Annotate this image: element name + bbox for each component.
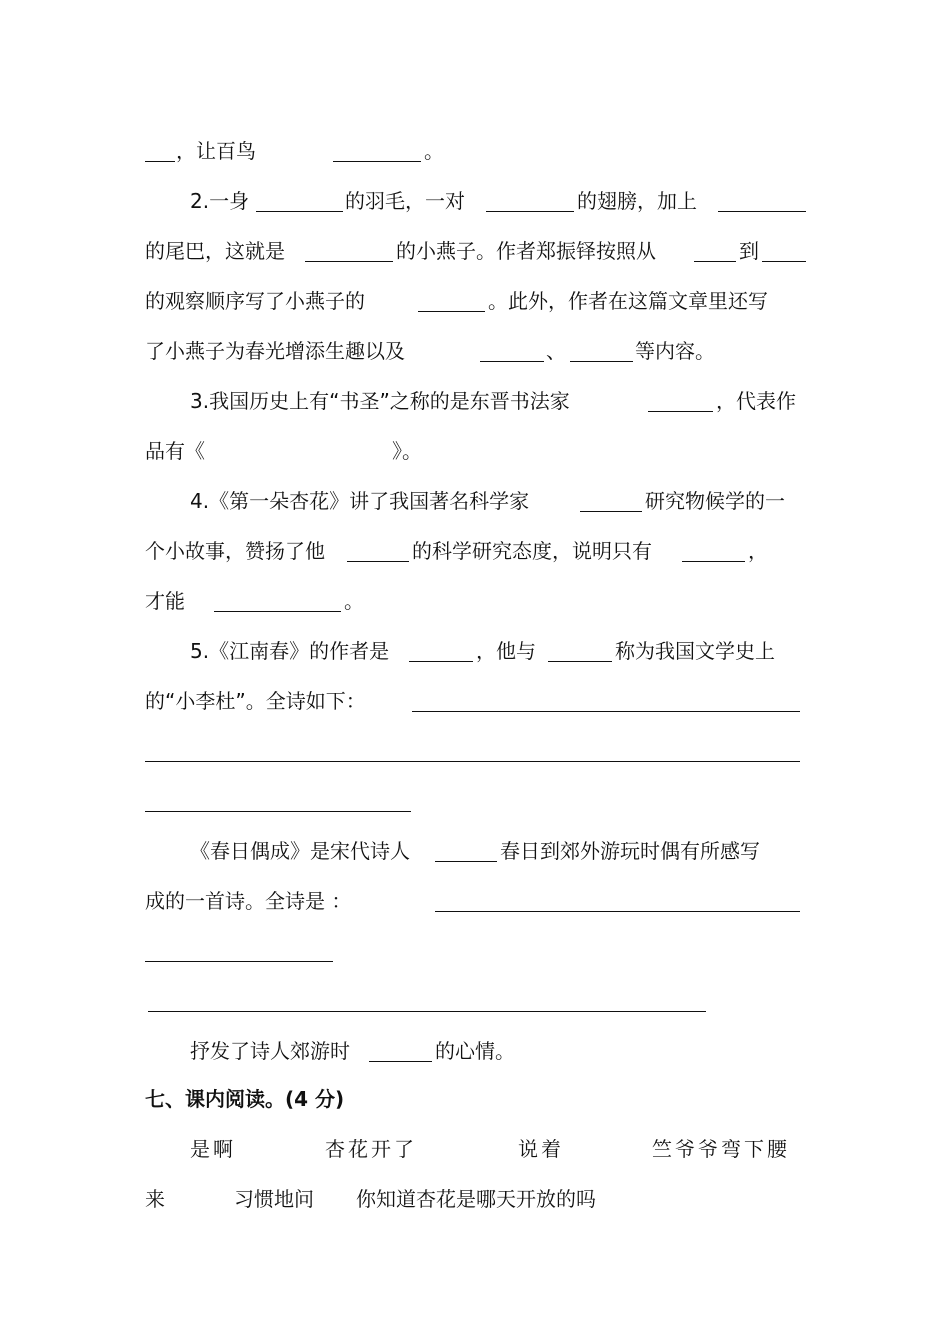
text-segment: 你知道杏花是哪天开放的吗 (356, 1187, 596, 1211)
fill-in-blank[interactable] (369, 1061, 432, 1062)
text-segment: 3.我国历史上有“书圣”之称的是东晋书法家 (190, 389, 570, 413)
text-segment: 的“小李杜”。全诗如下： (145, 689, 366, 713)
text-segment: 是啊 (190, 1137, 236, 1161)
text-segment: 。 (424, 139, 444, 163)
text-segment: 的翅膀，加上 (577, 189, 697, 213)
fill-in-blank[interactable] (145, 761, 800, 762)
fill-in-blank[interactable] (682, 561, 745, 562)
text-segment: 习惯地问 (234, 1187, 314, 1211)
text-segment: 竺爷爷弯下腰 (652, 1137, 790, 1161)
text-segment: 杏花开了 (325, 1137, 417, 1161)
fill-in-blank[interactable] (145, 161, 175, 162)
text-segment: 说着 (518, 1137, 564, 1161)
text-segment: 的科学研究态度，说明只有 (412, 539, 652, 563)
fill-in-blank[interactable] (435, 911, 800, 912)
text-segment: 的羽毛，一对 (345, 189, 465, 213)
fill-in-blank[interactable] (570, 361, 633, 362)
text-segment: 才能 (145, 589, 185, 613)
text-segment: ，让百鸟 (176, 139, 256, 163)
fill-in-blank[interactable] (145, 961, 333, 962)
text-segment: 来 (145, 1187, 165, 1211)
text-segment: 品有《 (145, 439, 205, 463)
text-segment: ，代表作 (716, 389, 796, 413)
fill-in-blank[interactable] (418, 311, 485, 312)
fill-in-blank[interactable] (762, 261, 806, 262)
text-segment: ，他与 (476, 639, 536, 663)
fill-in-blank[interactable] (305, 261, 393, 262)
text-segment: 4.《第一朵杏花》讲了我国著名科学家 (190, 489, 530, 513)
text-segment: 》。 (392, 439, 422, 463)
text-segment: 、 (546, 339, 566, 363)
text-segment: 了小燕子为春光增添生趣以及 (145, 339, 405, 363)
fill-in-blank[interactable] (412, 711, 800, 712)
text-segment: 《春日偶成》是宋代诗人 (190, 839, 410, 863)
fill-in-blank[interactable] (480, 361, 544, 362)
fill-in-blank[interactable] (648, 411, 713, 412)
text-segment: 成的一首诗。全诗是 ： (145, 889, 352, 913)
text-segment: 称为我国文学史上 (615, 639, 775, 663)
text-segment: 的尾巴，这就是 (145, 239, 285, 263)
text-segment: 。此外，作者在这篇文章里还写 (488, 289, 768, 313)
fill-in-blank[interactable] (435, 861, 497, 862)
text-segment: 的小燕子。作者郑振铎按照从 (396, 239, 656, 263)
text-segment: 的心情。 (435, 1039, 515, 1063)
fill-in-blank[interactable] (694, 261, 736, 262)
text-segment: 。 (344, 589, 364, 613)
text-segment: 研究物候学的一 (645, 489, 785, 513)
fill-in-blank[interactable] (333, 161, 421, 162)
text-segment: 七、课内阅读。(4 分) (145, 1087, 345, 1111)
text-segment: 等内容。 (635, 339, 715, 363)
fill-in-blank[interactable] (548, 661, 612, 662)
fill-in-blank[interactable] (718, 211, 806, 212)
text-segment: 2.一身 (190, 189, 250, 213)
fill-in-blank[interactable] (580, 511, 642, 512)
text-segment: 5.《江南春》的作者是 (190, 639, 390, 663)
fill-in-blank[interactable] (256, 211, 343, 212)
fill-in-blank[interactable] (409, 661, 473, 662)
text-segment: 到 (739, 239, 759, 263)
fill-in-blank[interactable] (214, 611, 341, 612)
text-segment: 的观察顺序写了小燕子的 (145, 289, 365, 313)
fill-in-blank[interactable] (486, 211, 574, 212)
text-segment: 个小故事，赞扬了他 (145, 539, 325, 563)
fill-in-blank[interactable] (347, 561, 409, 562)
fill-in-blank[interactable] (145, 811, 411, 812)
text-segment: 抒发了诗人郊游时 (190, 1039, 350, 1063)
text-segment: 春日到郊外游玩时偶有所感写 (500, 839, 760, 863)
text-segment: ， (748, 539, 768, 563)
fill-in-blank[interactable] (148, 1011, 706, 1012)
